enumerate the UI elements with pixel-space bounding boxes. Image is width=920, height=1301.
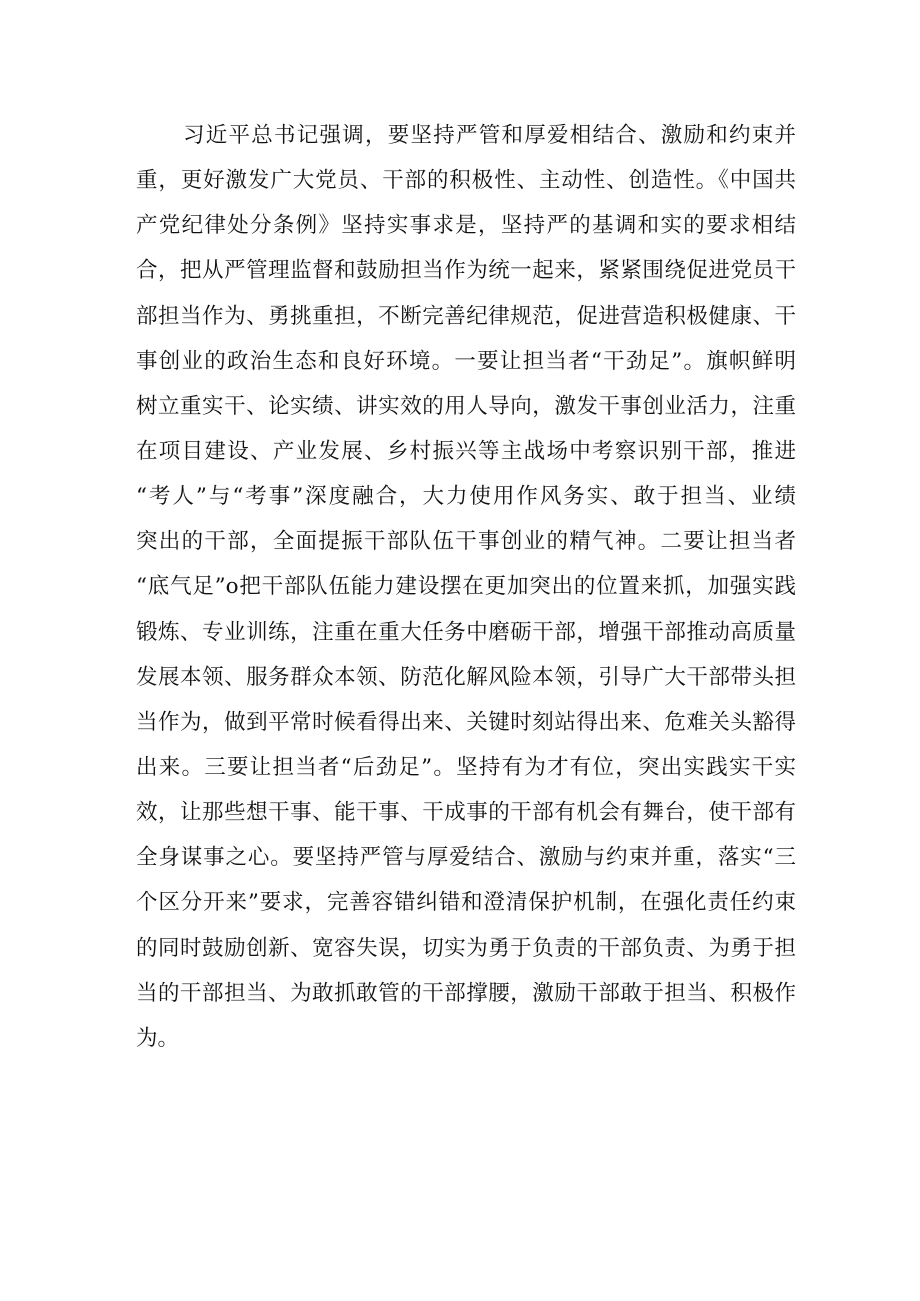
paragraph-line: 产党纪律处分条例》坚持实事求是，坚持严的基调和实的要求相结 <box>136 213 796 239</box>
paragraph-line: 习近平总书记强调，要坚持严管和厚爱相结合、激励和约束并 <box>183 123 796 148</box>
paragraph-line: 当的干部担当、为敢抓敢管的干部撑腰，激励干部敢于担当、积极作 <box>136 980 796 1006</box>
paragraph-line: 的同时鼓励创新、宽容失误，切实为勇于负责的干部负责、为勇于担 <box>136 935 796 961</box>
paragraph-line: 当作为，做到平常时候看得出来、关键时刻站得出来、危难关头豁得 <box>136 709 796 735</box>
paragraph-line: 效，让那些想干事、能干事、干成事的干部有机会有舞台，使干部有 <box>136 800 796 826</box>
paragraph-line: 树立重实干、论实绩、讲实效的用人导向，激发干事创业活力，注重 <box>136 393 796 419</box>
paragraph-line: 为。 <box>136 1025 180 1051</box>
paragraph-line: 重，更好激发广大党员、干部的积极性、主动性、创造性。《中国共 <box>136 168 796 194</box>
paragraph-line: “考人”与“考事”深度融合，大力使用作风务实、敢于担当、业绩 <box>136 484 796 510</box>
paragraph-line: 突出的干部，全面提振干部队伍干事创业的精气神。二要让担当者 <box>136 529 796 555</box>
paragraph-line: “底气足”o把干部队伍能力建设摆在更加突出的位置来抓，加强实践 <box>136 574 796 600</box>
body-paragraph <box>136 113 796 1061</box>
paragraph-line: 发展本领、服务群众本领、防范化解风险本领，引导广大干部带头担 <box>136 664 796 690</box>
paragraph-line: 个区分开来”要求，完善容错纠错和澄清保护机制，在强化责任约束 <box>136 890 796 916</box>
paragraph-line: 合，把从严管理监督和鼓励担当作为统一起来，紧紧围绕促进党员干 <box>136 258 796 284</box>
paragraph-line: 全身谋事之心。要坚持严管与厚爱结合、激励与约束并重，落实“三 <box>136 845 796 871</box>
paragraph-line: 锻炼、专业训练，注重在重大任务中磨砺干部，增强干部推动高质量 <box>136 619 796 645</box>
paragraph-line: 部担当作为、勇挑重担，不断完善纪律规范，促进营造积极健康、干 <box>136 303 796 329</box>
paragraph-line: 出来。三要让担当者“后劲足”。坚持有为才有位，突出实践实干实 <box>136 754 796 780</box>
paragraph-line: 在项目建设、产业发展、乡村振兴等主战场中考察识别干部，推进 <box>136 438 796 464</box>
paragraph-line: 事创业的政治生态和良好环境。一要让担当者“干劲足”。旗帜鲜明 <box>136 348 796 374</box>
